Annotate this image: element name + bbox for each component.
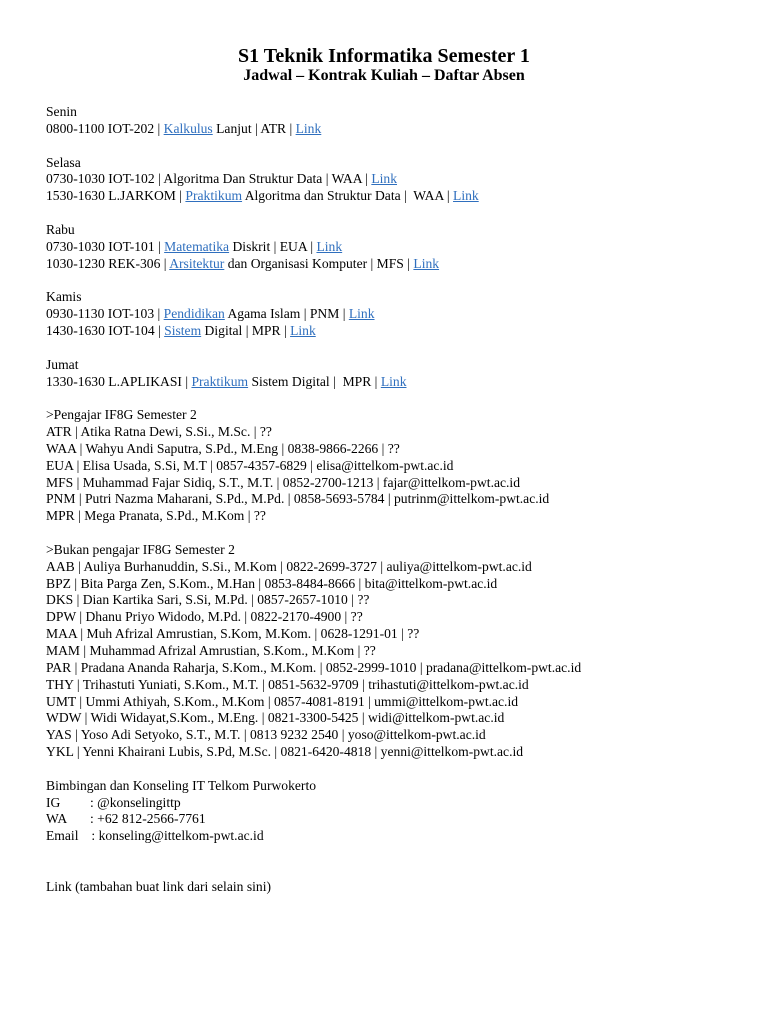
email-label: Email: [46, 828, 79, 844]
lecturer-entry: DPW | Dhanu Priyo Widodo, M.Pd. | 0822-2170-4900 | ??: [46, 609, 363, 625]
course-link[interactable]: Kalkulus: [163, 120, 213, 136]
konseling-heading: Bimbingan dan Konseling IT Telkom Purwokerto: [46, 777, 317, 793]
lecturer-entry: ATR | Atika Ratna Dewi, S.Si., M.Sc. | ??: [46, 424, 272, 440]
document-subtitle: Jadwal – Kontrak Kuliah – Daftar Absen: [243, 67, 525, 84]
day-heading-selasa: Selasa: [46, 154, 81, 170]
day-heading-rabu: Rabu: [46, 221, 75, 237]
class-link[interactable]: Link: [453, 188, 479, 204]
schedule-row: 1430-1630 IOT-104 | Sistem Digital | MPR | Link: [46, 322, 316, 338]
lecturer-entry: PAR | Pradana Ananda Raharja, S.Kom., M.Kom. | 0852-2999-1010 | pradana@ittelkom-pwt.ac.id: [46, 659, 582, 675]
schedule-row: 1530-1630 L.JARKOM | Praktikum Algoritma dan Struktur Data | WAA | Link: [46, 188, 479, 204]
wa-value: : +62 812-2566-7761: [90, 811, 206, 827]
lecturer-entry: MAA | Muh Afrizal Amrustian, S.Kom, M.Kom. | 0628-1291-01 | ??: [46, 626, 420, 642]
footer-note: Link (tambahan buat link dari selain sini): [46, 878, 271, 894]
document-title: S1 Teknik Informatika Semester 1: [238, 45, 530, 67]
class-link[interactable]: Link: [316, 238, 343, 254]
konseling-wa-row: [46, 811, 746, 828]
course-link[interactable]: Praktikum: [185, 188, 243, 204]
class-link[interactable]: Link: [371, 171, 398, 187]
schedule-row: 0730-1030 IOT-101 | Matematika Diskrit | EUA | Link: [46, 238, 343, 254]
schedule-row: 0730-1030 IOT-102 | Algoritma Dan Struktur Data | WAA | Link: [46, 171, 398, 187]
lecturer-entry: WAA | Wahyu Andi Saputra, S.Pd., M.Eng | 0838-9866-2266 | ??: [46, 440, 400, 456]
lecturer-entry: DKS | Dian Kartika Sari, S.Si, M.Pd. | 0857-2657-1010 | ??: [46, 592, 370, 608]
ig-label: IG: [46, 794, 61, 810]
class-link[interactable]: Link: [295, 120, 322, 136]
class-link[interactable]: Link: [348, 306, 375, 322]
lecturer-entry: BPZ | Bita Parga Zen, S.Kom., M.Han | 0853-8484-8666 | bita@ittelkom-pwt.ac.id: [46, 575, 498, 591]
schedule-row: 0930-1130 IOT-103 | Pendidikan Agama Islam | PNM | Link: [46, 306, 375, 322]
lecturer-entry: EUA | Elisa Usada, S.Si, M.T | 0857-4357-6829 | elisa@ittelkom-pwt.ac.id: [46, 457, 454, 473]
konseling-email-row: [46, 828, 746, 845]
course-link[interactable]: Praktikum: [191, 373, 249, 389]
day-heading-senin: Senin: [46, 104, 77, 119]
bukan-pengajar-heading: >Bukan pengajar IF8G Semester 2: [46, 541, 235, 557]
lecturer-entry: PNM | Putri Nazma Maharani, S.Pd., M.Pd. | 0858-5693-5784 | putrinm@ittelkom-pwt.ac.id: [46, 491, 550, 507]
lecturer-entry: THY | Trihastuti Yuniati, S.Kom., M.T. | 0851-5632-9709 | trihastuti@ittelkom-pwt.ac.id: [46, 676, 529, 692]
course-link[interactable]: Arsitektur: [169, 255, 225, 271]
class-link[interactable]: Link: [380, 373, 407, 389]
email-value: : konseling@ittelkom-pwt.ac.id: [88, 828, 264, 844]
schedule-row: 1030-1230 REK-306 | Arsitektur dan Organisasi Komputer | MFS | Link: [46, 255, 440, 271]
lecturer-entry: UMT | Ummi Athiyah, S.Kom., M.Kom | 0857-4081-8191 | ummi@ittelkom-pwt.ac.id: [46, 693, 519, 709]
course-link[interactable]: Matematika: [164, 238, 230, 254]
lecturer-entry: YKL | Yenni Khairani Lubis, S.Pd, M.Sc. | 0821-6420-4818 | yenni@ittelkom-pwt.ac.id: [46, 744, 524, 760]
course-link[interactable]: Sistem: [164, 322, 202, 338]
class-link[interactable]: Link: [413, 255, 440, 271]
konseling-ig-row: [46, 795, 746, 812]
day-heading-jumat: Jumat: [46, 356, 79, 372]
lecturer-entry: YAS | Yoso Adi Setyoko, S.T., M.T. | 0813 9232 2540 | yoso@ittelkom-pwt.ac.id: [46, 727, 486, 743]
schedule-row: 0800-1100 IOT-202 | Kalkulus Lanjut | ATR | Link: [46, 120, 322, 136]
document-body: [46, 104, 746, 896]
lecturer-entry: MFS | Muhammad Fajar Sidiq, S.T., M.T. | 0852-2700-1213 | fajar@ittelkom-pwt.ac.id: [46, 474, 521, 490]
wa-label: WA: [46, 811, 68, 827]
schedule-row: 1330-1630 L.APLIKASI | Praktikum Sistem Digital | MPR | Link: [46, 373, 407, 389]
course-link[interactable]: Pendidikan: [163, 306, 225, 322]
class-link[interactable]: Link: [290, 322, 316, 338]
lecturer-entry: MAM | Muhammad Afrizal Amrustian, S.Kom., M.Kom | ??: [46, 643, 376, 658]
lecturer-entry: AAB | Auliya Burhanuddin, S.Si., M.Kom | 0822-2699-3727 | auliya@ittelkom-pwt.ac.id: [46, 558, 532, 574]
lecturer-entry: WDW | Widi Widayat,S.Kom., M.Eng. | 0821-3300-5425 | widi@ittelkom-pwt.ac.id: [46, 710, 505, 726]
lecturer-entry: MPR | Mega Pranata, S.Pd., M.Kom | ??: [46, 508, 266, 524]
pengajar-heading: >Pengajar IF8G Semester 2: [46, 407, 197, 423]
day-heading-kamis: Kamis: [46, 289, 82, 305]
ig-value: : @konselingittp: [90, 794, 181, 810]
